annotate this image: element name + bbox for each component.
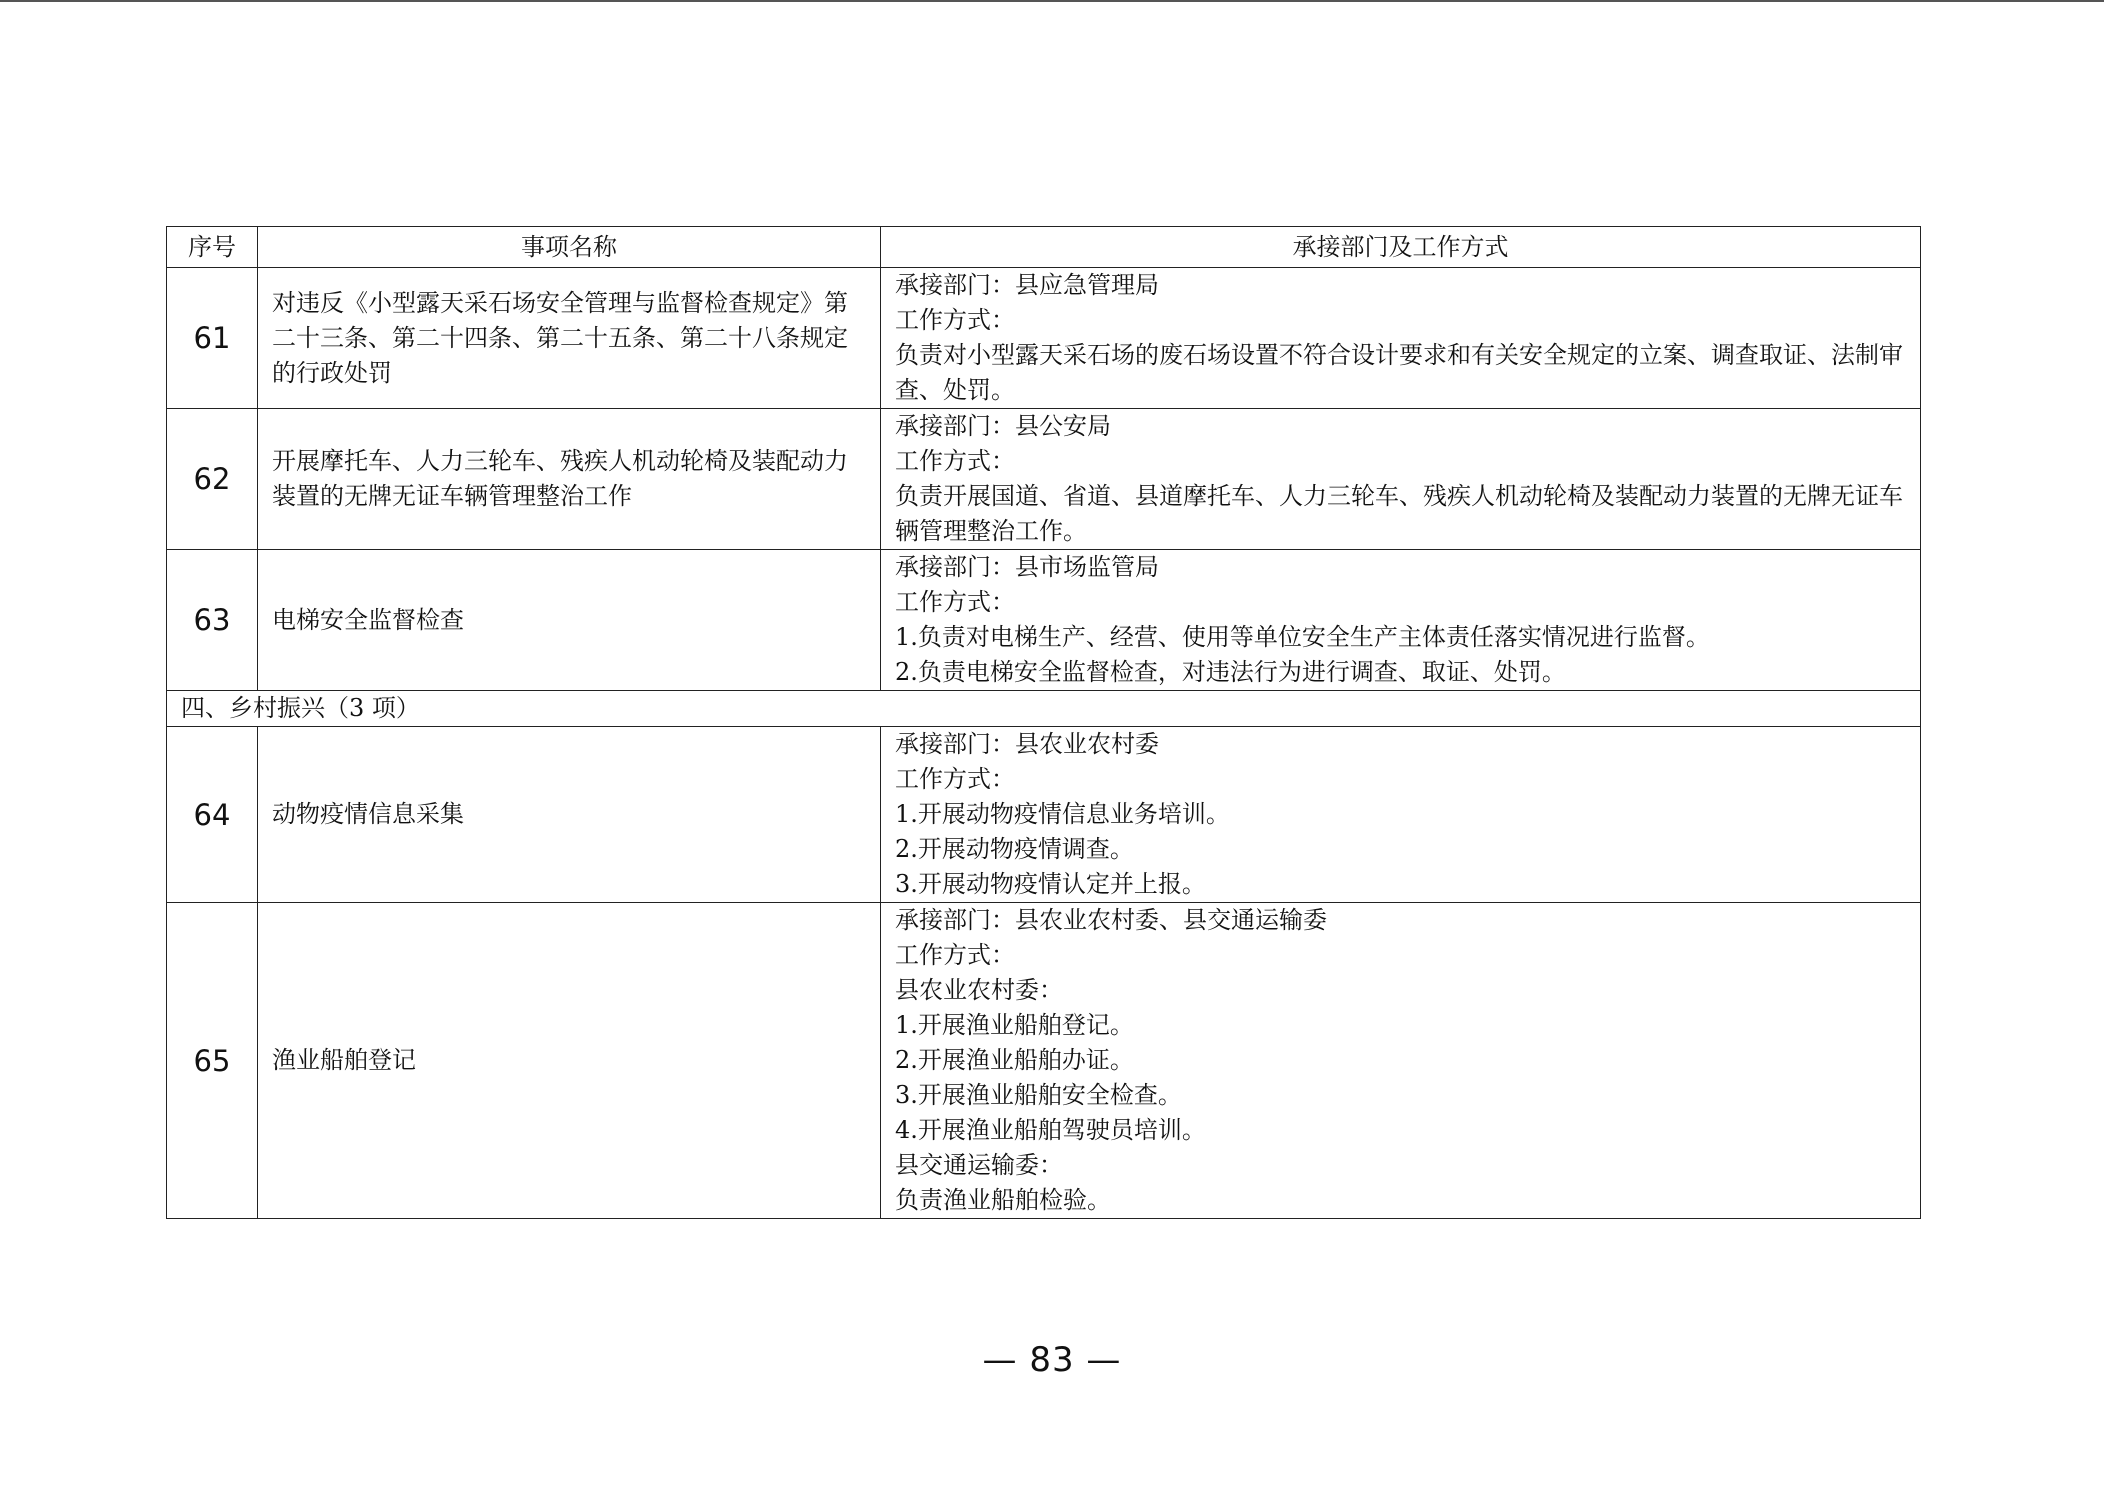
dept-line: 工作方式： xyxy=(895,588,1015,616)
row-number: 64 xyxy=(167,727,258,903)
dept-line: 县交通运输委： xyxy=(895,1151,1063,1179)
header-number: 序号 xyxy=(167,227,258,268)
matters-table xyxy=(166,226,1921,1219)
row-number: 62 xyxy=(167,409,258,550)
dept-line: 2.开展渔业船舶办证。 xyxy=(895,1046,1134,1074)
dept-line: 承接部门：县应急管理局 xyxy=(895,271,1159,299)
dept-line: 工作方式： xyxy=(895,765,1015,793)
dept-line: 工作方式： xyxy=(895,306,1015,334)
dept-line: 承接部门：县市场监管局 xyxy=(895,553,1159,581)
dept-line: 承接部门：县农业农村委、县交通运输委 xyxy=(895,906,1327,934)
table-row xyxy=(167,727,1921,903)
dept-line: 1.负责对电梯生产、经营、使用等单位安全生产主体责任落实情况进行监督。 xyxy=(895,623,1710,651)
dept-line: 县农业农村委： xyxy=(895,976,1063,1004)
table-header-row xyxy=(167,227,1921,268)
row-dept xyxy=(881,550,1921,691)
row-name: 渔业船舶登记 xyxy=(258,903,881,1219)
section-title: 四、乡村振兴（3 项） xyxy=(167,691,1921,727)
row-name: 动物疫情信息采集 xyxy=(258,727,881,903)
row-number: 63 xyxy=(167,550,258,691)
row-dept xyxy=(881,903,1921,1219)
row-name: 开展摩托车、人力三轮车、残疾人机动轮椅及装配动力装置的无牌无证车辆管理整治工作 xyxy=(258,409,881,550)
row-dept xyxy=(881,268,1921,409)
dept-line: 4.开展渔业船舶驾驶员培训。 xyxy=(895,1116,1206,1144)
header-name: 事项名称 xyxy=(258,227,881,268)
dept-line: 2.负责电梯安全监督检查，对违法行为进行调查、取证、处罚。 xyxy=(895,658,1566,686)
top-border-line xyxy=(0,0,2104,2)
table-row xyxy=(167,550,1921,691)
row-name: 对违反《小型露天采石场安全管理与监督检查规定》第二十三条、第二十四条、第二十五条、第二十八条规定的行政处罚 xyxy=(258,268,881,409)
table-row xyxy=(167,268,1921,409)
dept-line: 3.开展渔业船舶安全检查。 xyxy=(895,1081,1182,1109)
row-name: 电梯安全监督检查 xyxy=(258,550,881,691)
header-dept: 承接部门及工作方式 xyxy=(881,227,1921,268)
dept-line: 2.开展动物疫情调查。 xyxy=(895,835,1134,863)
dept-line: 1.开展动物疫情信息业务培训。 xyxy=(895,800,1230,828)
dept-line: 3.开展动物疫情认定并上报。 xyxy=(895,870,1206,898)
dept-line: 1.开展渔业船舶登记。 xyxy=(895,1011,1134,1039)
dept-line: 工作方式： xyxy=(895,447,1015,475)
table-row xyxy=(167,409,1921,550)
dept-line: 工作方式： xyxy=(895,941,1015,969)
dept-line: 负责开展国道、省道、县道摩托车、人力三轮车、残疾人机动轮椅及装配动力装置的无牌无证车辆管理整治工作。 xyxy=(895,482,1903,545)
row-dept xyxy=(881,409,1921,550)
dept-line: 负责渔业船舶检验。 xyxy=(895,1186,1111,1214)
page-number: — 83 — xyxy=(982,1340,1122,1380)
section-row xyxy=(167,691,1921,727)
dept-line: 承接部门：县公安局 xyxy=(895,412,1111,440)
table-row xyxy=(167,903,1921,1219)
dept-line: 负责对小型露天采石场的废石场设置不符合设计要求和有关安全规定的立案、调查取证、法制审查、处罚。 xyxy=(895,341,1903,404)
row-number: 65 xyxy=(167,903,258,1219)
row-dept xyxy=(881,727,1921,903)
row-number: 61 xyxy=(167,268,258,409)
dept-line: 承接部门：县农业农村委 xyxy=(895,730,1159,758)
